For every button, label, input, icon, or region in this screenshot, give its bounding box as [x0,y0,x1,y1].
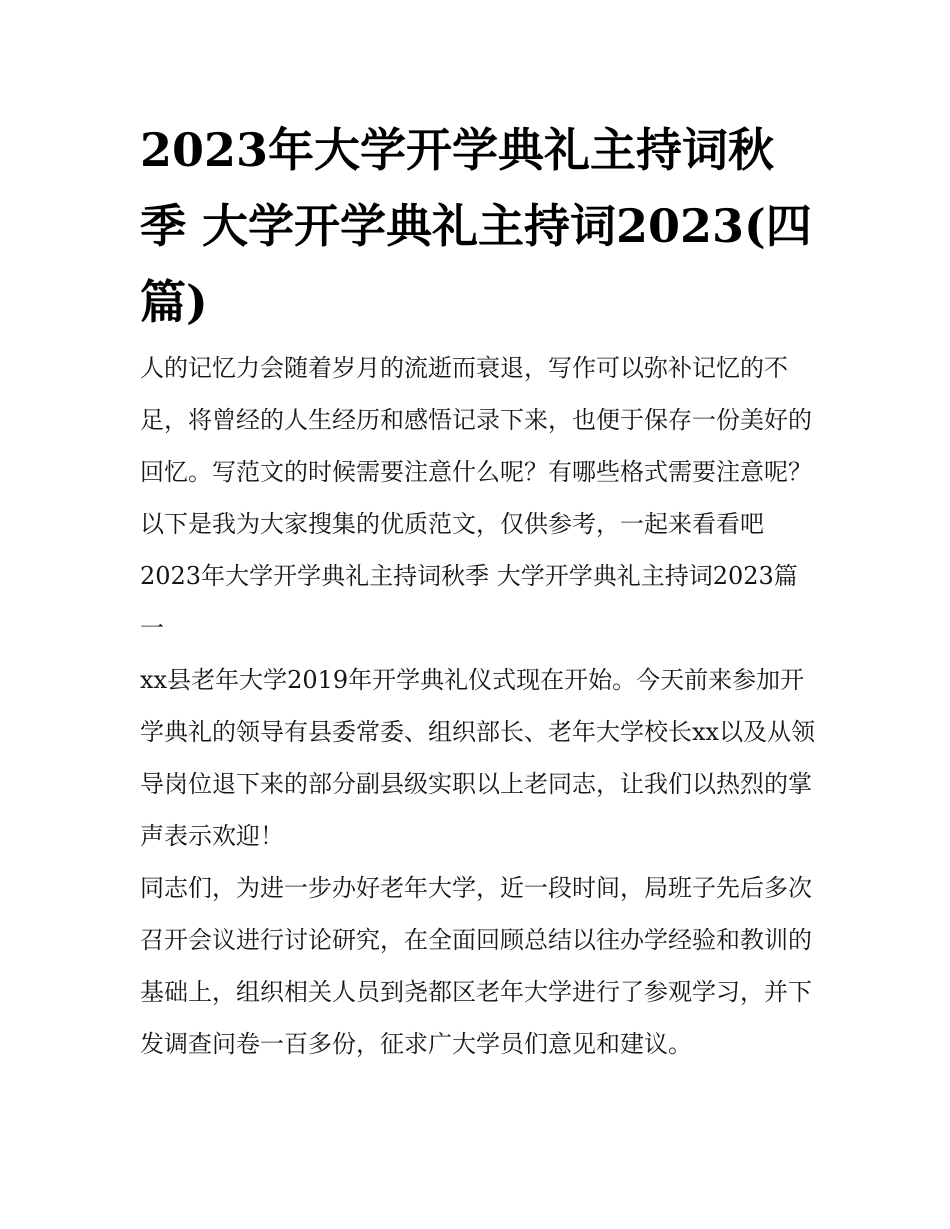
document-page [140,112,820,1070]
title-block [140,112,820,340]
body-paragraph: xx县老年大学2019年开学典礼仪式现在开始。今天前来参加开学典礼的领导有县委常委、组织部长、老年大学校长xx以及从领导岗位退下来的部分副县级实职以上老同志，让我们以热烈的掌声表示欢迎！ [140,666,816,850]
intro-paragraph: 人的记忆力会随着岁月的流逝而衰退，写作可以弥补记忆的不足，将曾经的人生经历和感悟记录下来，也便于保存一份美好的回忆。写范文的时候需要注意什么呢？有哪些格式需要注意呢？以下是我为大家搜集的优质范文，仅供参考，一起来看看吧 [140,354,812,538]
section-heading: 2023年大学开学典礼主持词秋季 大学开学典礼主持词2023篇一 [140,562,798,642]
document-title: 2023年大学开学典礼主持词秋季 大学开学典礼主持词2023(四篇) [140,123,812,329]
body-paragraph: 同志们，为进一步办好老年大学，近一段时间，局班子先后多次召开会议进行讨论研究，在全面回顾总结以往办学经验和教训的基础上，组织相关人员到尧都区老年大学进行了参观学习，并下发调查问卷一百多份，征求广大学员们意见和建议。 [140,874,812,1058]
